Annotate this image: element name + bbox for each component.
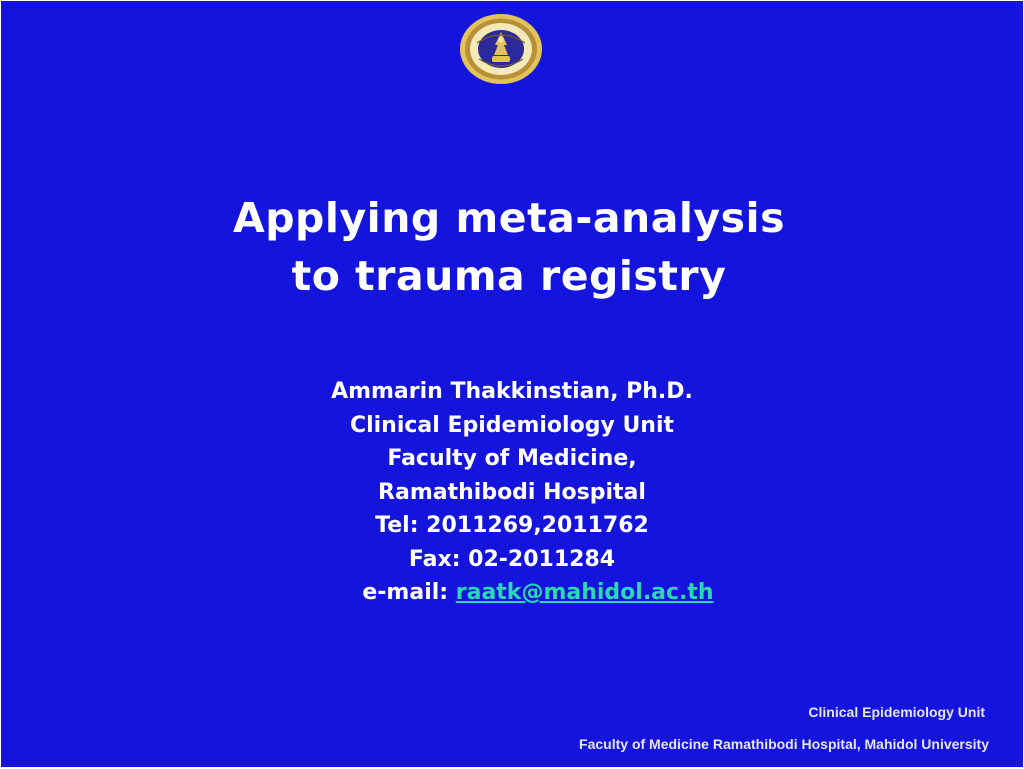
footer-unit: Clinical Epidemiology Unit — [808, 704, 985, 720]
author-tel: Tel: 2011269,2011762 — [375, 513, 649, 538]
author-unit: Clinical Epidemiology Unit — [349, 412, 675, 438]
slide-title — [1, 189, 1017, 305]
email-link[interactable]: raatk@mahidol.ac.th — [455, 580, 714, 605]
author-name: Ammarin Thakkinstian, Ph.D. — [331, 379, 693, 404]
author-email-line — [1, 576, 1023, 610]
author-fax: Fax: 02-2011284 — [408, 546, 616, 572]
title-line-1: Applying meta-analysis — [232, 194, 786, 242]
author-hospital: Ramathibodi Hospital — [378, 479, 646, 505]
footer-faculty: Faculty of Medicine Ramathibodi Hospital, Mahidol University — [579, 736, 989, 752]
university-seal-icon — [459, 13, 543, 85]
slide — [1, 1, 1023, 767]
author-faculty: Faculty of Medicine, — [387, 446, 637, 471]
author-block — [1, 375, 1023, 610]
title-line-2: to trauma registry — [291, 252, 727, 300]
email-label: e-mail: — [362, 580, 456, 605]
